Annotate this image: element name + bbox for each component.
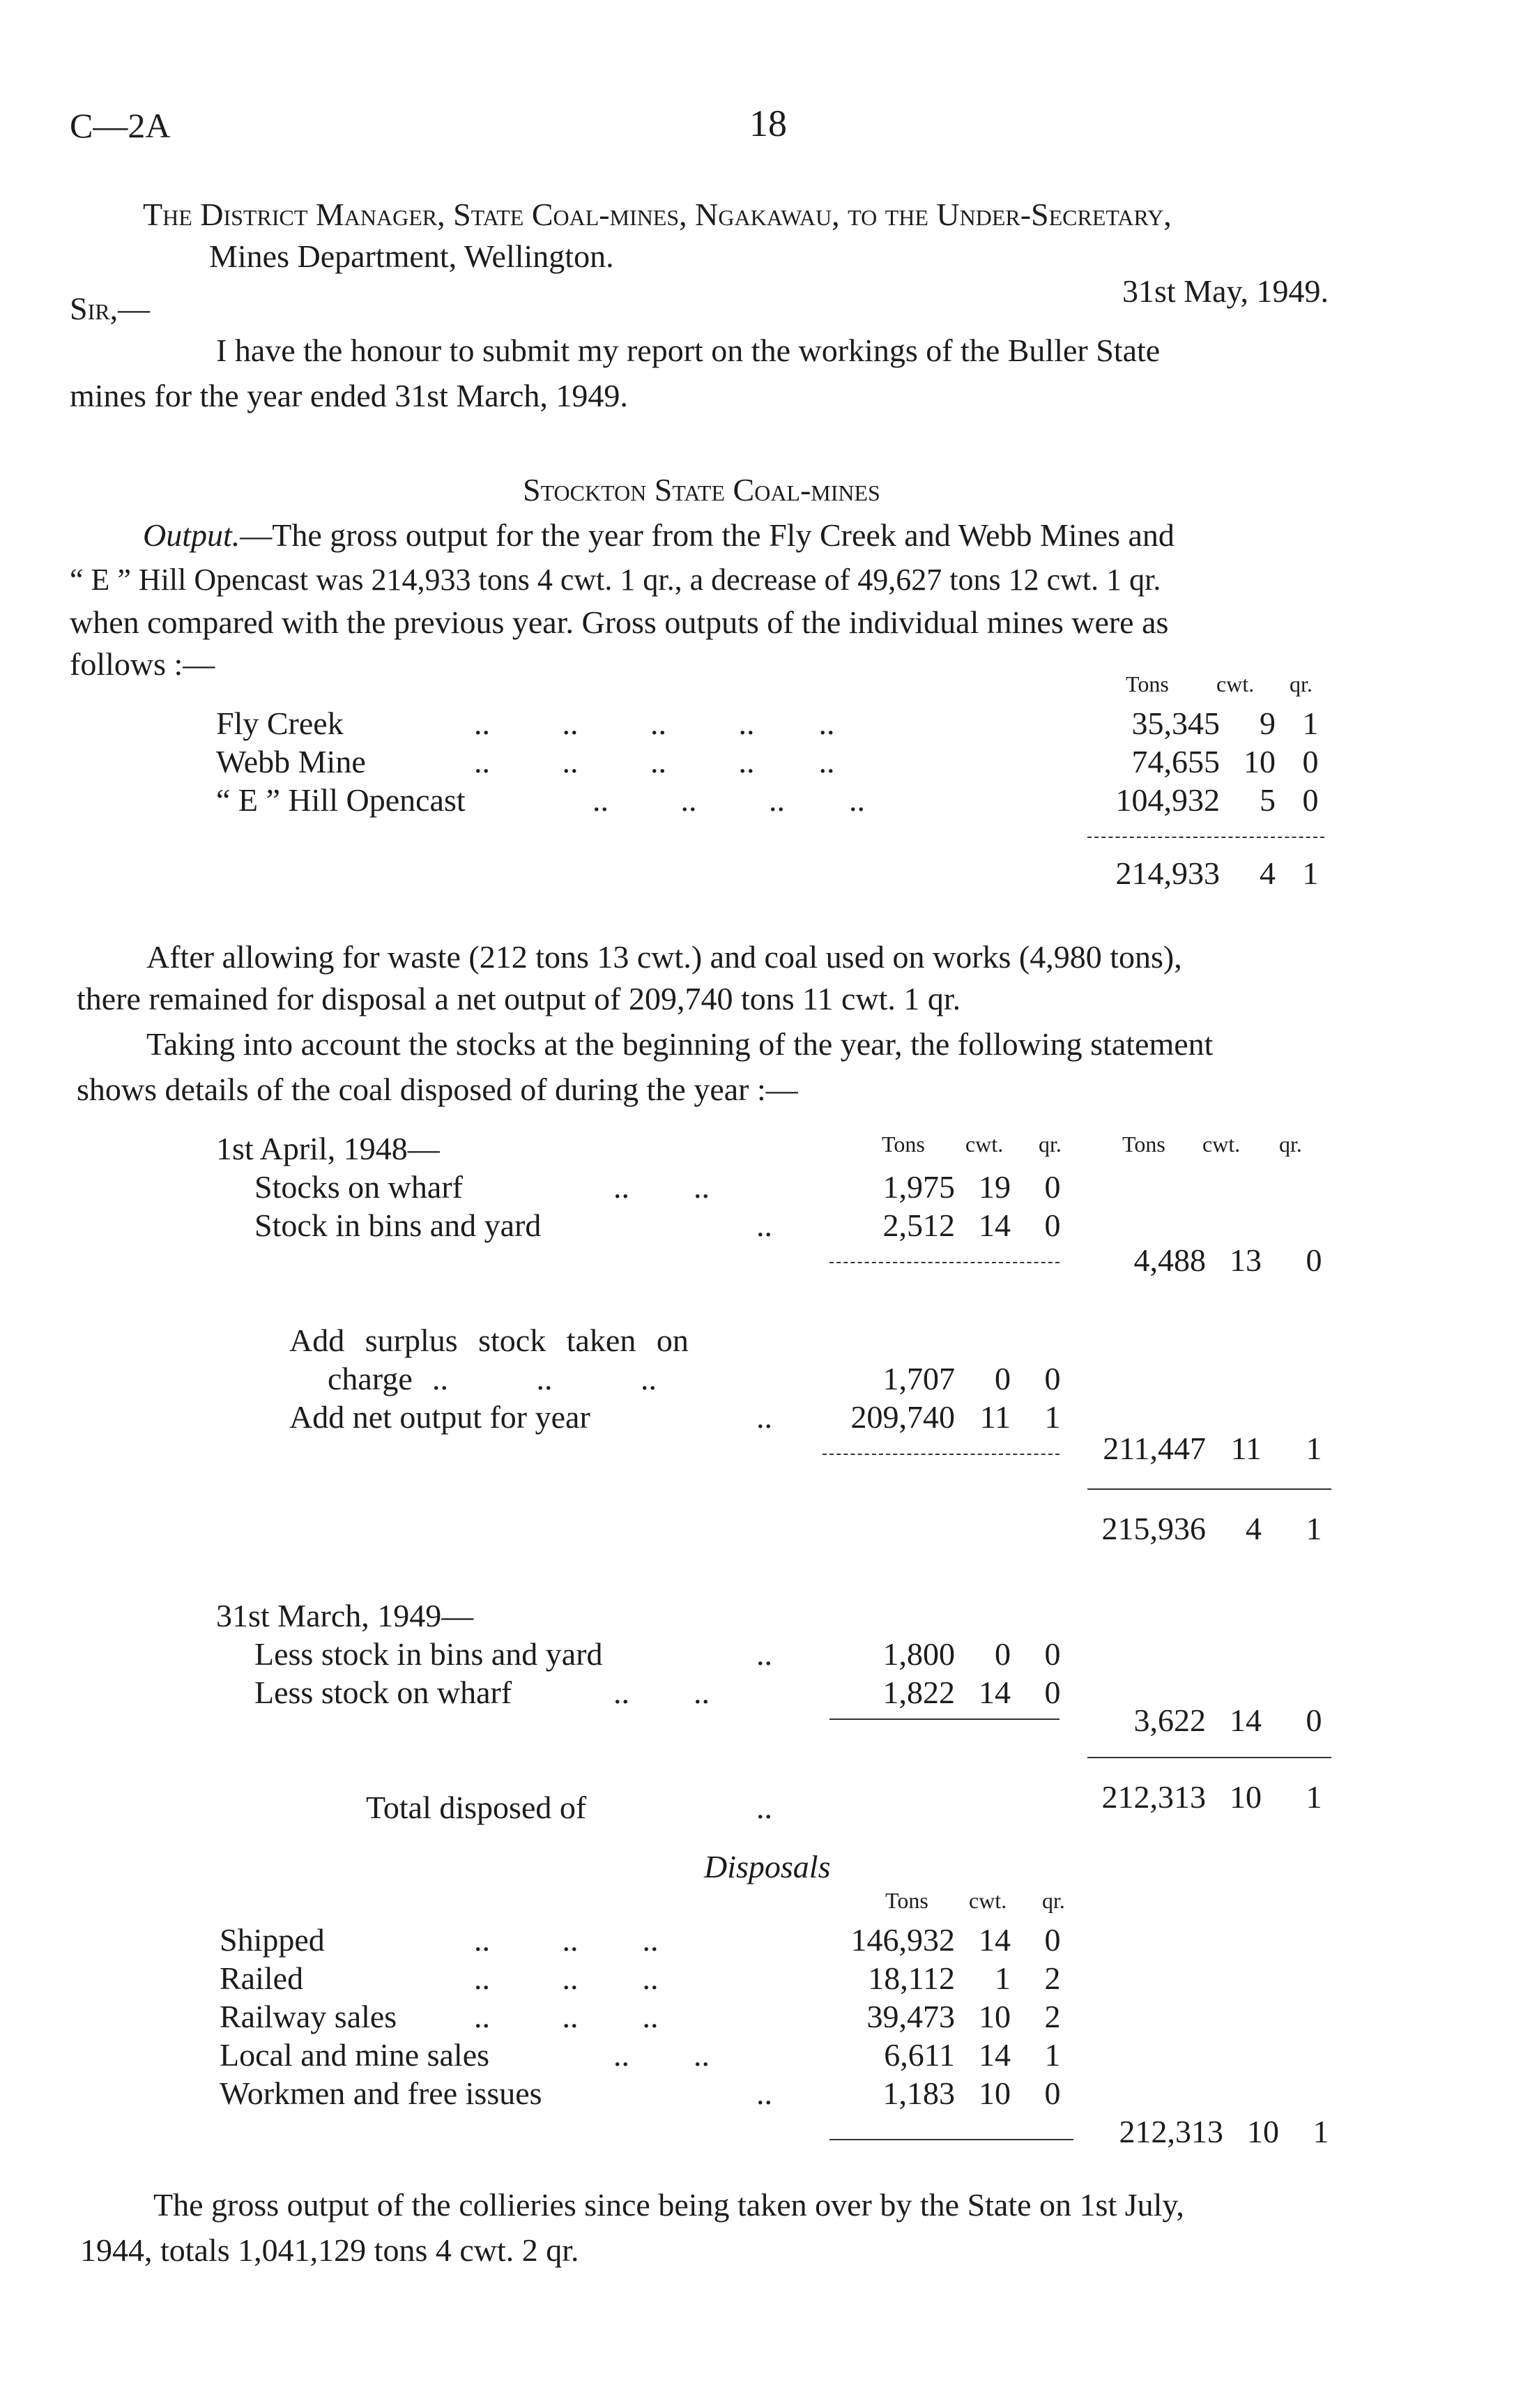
surplus-label-1 bbox=[289, 1325, 689, 1357]
subtotal-2-cwt: 11 bbox=[1230, 1431, 1262, 1466]
leader-dots: .. .. .. bbox=[474, 1922, 659, 1958]
leader-dots: .. .. .. .. .. bbox=[474, 706, 835, 741]
address-line-2: Mines Department, Wellington. bbox=[209, 238, 614, 274]
section-title: Stockton State Coal-mines bbox=[523, 472, 880, 508]
waste-line-1: After allowing for waste (212 tons 13 cwt.) and coal used on works (4,980 tons), bbox=[146, 939, 1182, 975]
stocks-wharf-label: Stocks on wharf bbox=[254, 1169, 463, 1205]
leader-dots: .. bbox=[756, 2075, 772, 2111]
net-output-tons: 209,740 bbox=[850, 1399, 955, 1435]
subtotal-2-rule bbox=[823, 1454, 1059, 1455]
net-output-qr: 1 bbox=[1044, 1399, 1061, 1435]
surplus-tons: 1,707 bbox=[882, 1361, 955, 1396]
mine-qr: 1 bbox=[1302, 706, 1319, 741]
less-bins-label: Less stock in bins and yard bbox=[254, 1636, 603, 1672]
disposal-cwt: 10 bbox=[979, 1999, 1011, 2034]
leader-dots: .. .. .. bbox=[474, 1960, 659, 1996]
output-line-1-text: —The gross output for the year from the Fly Creek and Webb Mines and bbox=[240, 517, 1175, 553]
subtotal-4-rule bbox=[829, 1719, 1059, 1720]
disposal-tons: 39,473 bbox=[866, 1999, 955, 2034]
disposal-name: Railed bbox=[220, 1960, 304, 1996]
disposal-qr: 0 bbox=[1044, 1922, 1061, 1958]
disposal-name: Shipped bbox=[220, 1922, 325, 1958]
total-disposed-label: Total disposed of bbox=[366, 1790, 587, 1825]
less-wharf-tons: 1,822 bbox=[882, 1675, 955, 1710]
stocks-wharf-qr: 0 bbox=[1044, 1169, 1061, 1205]
output-line-4: follows :— bbox=[70, 646, 215, 682]
mines-total-tons: 214,933 bbox=[1115, 855, 1220, 891]
leader-dots: .. .. .. .. bbox=[592, 782, 865, 818]
subtotal-4-qr: 0 bbox=[1306, 1702, 1322, 1738]
subtotal-2-tons: 211,447 bbox=[1103, 1431, 1206, 1466]
disposals-total-rule bbox=[829, 2139, 1073, 2140]
disposal-qr: 1 bbox=[1044, 2037, 1061, 2073]
disposals-header-tons: Tons bbox=[885, 1888, 928, 1913]
disposal-tons: 18,112 bbox=[868, 1960, 955, 1996]
intro-line-2: mines for the year ended 31st March, 1949. bbox=[70, 378, 628, 413]
leader-dots: .. bbox=[756, 1399, 772, 1435]
salutation: Sir,— bbox=[70, 291, 151, 326]
disposals-title: Disposals bbox=[704, 1849, 831, 1884]
disposal-name: Local and mine sales bbox=[220, 2037, 490, 2073]
total-disposed-qr: 1 bbox=[1306, 1779, 1322, 1815]
leader-dots: .. bbox=[756, 1790, 772, 1825]
statement-date-1: 1st April, 1948— bbox=[216, 1131, 440, 1166]
disposal-qr: 2 bbox=[1044, 1999, 1061, 2034]
stocks-bins-qr: 0 bbox=[1044, 1207, 1061, 1243]
subtotal-3-tons: 215,936 bbox=[1101, 1511, 1206, 1546]
address-line-1: The District Manager, State Coal-mines, Ngakawau, to the Under-Secretary, bbox=[143, 197, 1172, 232]
subtotal-1-cwt: 13 bbox=[1230, 1242, 1262, 1278]
stocks-wharf-tons: 1,975 bbox=[882, 1169, 955, 1205]
total-rule bbox=[1087, 1757, 1331, 1758]
disposals-header-qr: qr. bbox=[1042, 1888, 1065, 1913]
output-line-1 bbox=[143, 519, 1175, 551]
subtotal-3-rule bbox=[1087, 1488, 1331, 1490]
surplus-cwt: 0 bbox=[995, 1361, 1011, 1396]
stocks-bins-cwt: 14 bbox=[979, 1207, 1011, 1243]
disposal-qr: 2 bbox=[1044, 1960, 1061, 1996]
mine-cwt: 5 bbox=[1260, 782, 1276, 818]
closing-line-2: 1944, totals 1,041,129 tons 4 cwt. 2 qr. bbox=[80, 2232, 579, 2268]
disposals-total-tons: 212,313 bbox=[1119, 2114, 1223, 2149]
mine-name: “ E ” Hill Opencast bbox=[216, 782, 466, 818]
intro-line-1: I have the honour to submit my report on the workings of the Buller State bbox=[216, 333, 1161, 368]
net-output-cwt: 11 bbox=[979, 1399, 1011, 1435]
stocks-bins-tons: 2,512 bbox=[882, 1207, 955, 1243]
mine-qr: 0 bbox=[1302, 782, 1319, 818]
less-bins-qr: 0 bbox=[1044, 1636, 1061, 1672]
less-bins-tons: 1,800 bbox=[882, 1636, 955, 1672]
mine-qr: 0 bbox=[1302, 744, 1319, 779]
leader-dots: .. .. bbox=[613, 1675, 710, 1710]
disposal-tons: 1,183 bbox=[882, 2075, 955, 2111]
stocks-bins-label: Stock in bins and yard bbox=[254, 1207, 542, 1243]
leader-dots: .. .. bbox=[613, 2037, 710, 2073]
letter-date: 31st May, 1949. bbox=[1122, 273, 1329, 309]
surplus-label-1-text: Add surplus stock taken on bbox=[289, 1323, 689, 1358]
subtotal-1-rule bbox=[829, 1262, 1059, 1263]
mine-name: Fly Creek bbox=[216, 706, 344, 741]
mines-total-rule bbox=[1087, 837, 1324, 838]
subtotal-3-cwt: 4 bbox=[1246, 1511, 1262, 1546]
disposal-name: Railway sales bbox=[220, 1999, 397, 2034]
mines-total-cwt: 4 bbox=[1260, 855, 1276, 891]
surplus-qr: 0 bbox=[1044, 1361, 1061, 1396]
mine-tons: 74,655 bbox=[1131, 744, 1220, 779]
closing-line-1: The gross output of the collieries since being taken over by the State on 1st July, bbox=[153, 2187, 1184, 2223]
leader-dots: .. .. .. bbox=[474, 1999, 659, 2034]
disposal-cwt: 10 bbox=[979, 2075, 1011, 2111]
total-disposed-tons: 212,313 bbox=[1101, 1779, 1206, 1815]
less-wharf-label: Less stock on wharf bbox=[254, 1675, 512, 1710]
subtotal-1-tons: 4,488 bbox=[1133, 1242, 1206, 1278]
total-disposed-cwt: 10 bbox=[1230, 1779, 1262, 1815]
disposals-total-qr: 1 bbox=[1313, 2114, 1329, 2149]
mines-header-tons: Tons bbox=[1126, 671, 1169, 696]
output-line-3: when compared with the previous year. Gross outputs of the individual mines were as bbox=[70, 604, 1169, 640]
leader-dots: .. bbox=[756, 1207, 772, 1243]
disposal-cwt: 14 bbox=[979, 1922, 1011, 1958]
disposal-tons: 146,932 bbox=[850, 1922, 955, 1958]
stocks-line-1: Taking into account the stocks at the beginning of the year, the following statement bbox=[146, 1026, 1214, 1062]
less-bins-cwt: 0 bbox=[995, 1636, 1011, 1672]
document-code: C—2A bbox=[70, 106, 171, 145]
net-output-label: Add net output for year bbox=[289, 1399, 590, 1435]
subtotal-4-tons: 3,622 bbox=[1133, 1702, 1206, 1738]
mine-cwt: 9 bbox=[1260, 706, 1276, 741]
page-number: 18 bbox=[749, 102, 787, 144]
leader-dots: .. bbox=[756, 1636, 772, 1672]
less-wharf-cwt: 14 bbox=[979, 1675, 1011, 1710]
statement-header-tons-left: Tons bbox=[882, 1131, 925, 1157]
disposal-tons: 6,611 bbox=[884, 2037, 955, 2073]
leader-dots: .. .. bbox=[613, 1169, 710, 1205]
mine-tons: 104,932 bbox=[1115, 782, 1220, 818]
disposal-name: Workmen and free issues bbox=[220, 2075, 542, 2111]
statement-date-2: 31st March, 1949— bbox=[216, 1598, 474, 1633]
mines-total-qr: 1 bbox=[1302, 855, 1319, 891]
disposal-cwt: 1 bbox=[995, 1960, 1011, 1996]
disposal-cwt: 14 bbox=[979, 2037, 1011, 2073]
statement-header-qr-right: qr. bbox=[1279, 1131, 1302, 1157]
disposal-qr: 0 bbox=[1044, 2075, 1061, 2111]
mines-header-qr: qr. bbox=[1290, 671, 1313, 696]
leader-dots: .. .. .. .. .. bbox=[474, 744, 835, 779]
output-label: Output. bbox=[143, 517, 240, 553]
mine-tons: 35,345 bbox=[1131, 706, 1220, 741]
disposals-header-cwt: cwt. bbox=[969, 1888, 1007, 1913]
less-wharf-qr: 0 bbox=[1044, 1675, 1061, 1710]
mine-name: Webb Mine bbox=[216, 744, 366, 779]
disposals-total-cwt: 10 bbox=[1247, 2114, 1279, 2149]
mines-header-cwt: cwt. bbox=[1216, 671, 1255, 696]
statement-header-cwt-left: cwt. bbox=[965, 1131, 1004, 1157]
surplus-label-2: charge bbox=[328, 1361, 413, 1396]
statement-header-tons-right: Tons bbox=[1122, 1131, 1165, 1157]
waste-line-2: there remained for disposal a net output of 209,740 tons 11 cwt. 1 qr. bbox=[77, 981, 961, 1016]
stocks-wharf-cwt: 19 bbox=[979, 1169, 1011, 1205]
mine-cwt: 10 bbox=[1244, 744, 1276, 779]
leader-dots: .. .. .. bbox=[432, 1361, 657, 1396]
output-line-2: “ E ” Hill Opencast was 214,933 tons 4 cwt. 1 qr., a decrease of 49,627 tons 12 cwt. 1 qr. bbox=[70, 563, 1161, 597]
subtotal-4-cwt: 14 bbox=[1230, 1702, 1262, 1738]
subtotal-2-qr: 1 bbox=[1306, 1431, 1322, 1466]
stocks-line-2: shows details of the coal disposed of during the year :— bbox=[77, 1072, 798, 1107]
statement-header-cwt-right: cwt. bbox=[1202, 1131, 1241, 1157]
subtotal-1-qr: 0 bbox=[1306, 1242, 1322, 1278]
statement-header-qr-left: qr. bbox=[1039, 1131, 1062, 1157]
subtotal-3-qr: 1 bbox=[1306, 1511, 1322, 1546]
